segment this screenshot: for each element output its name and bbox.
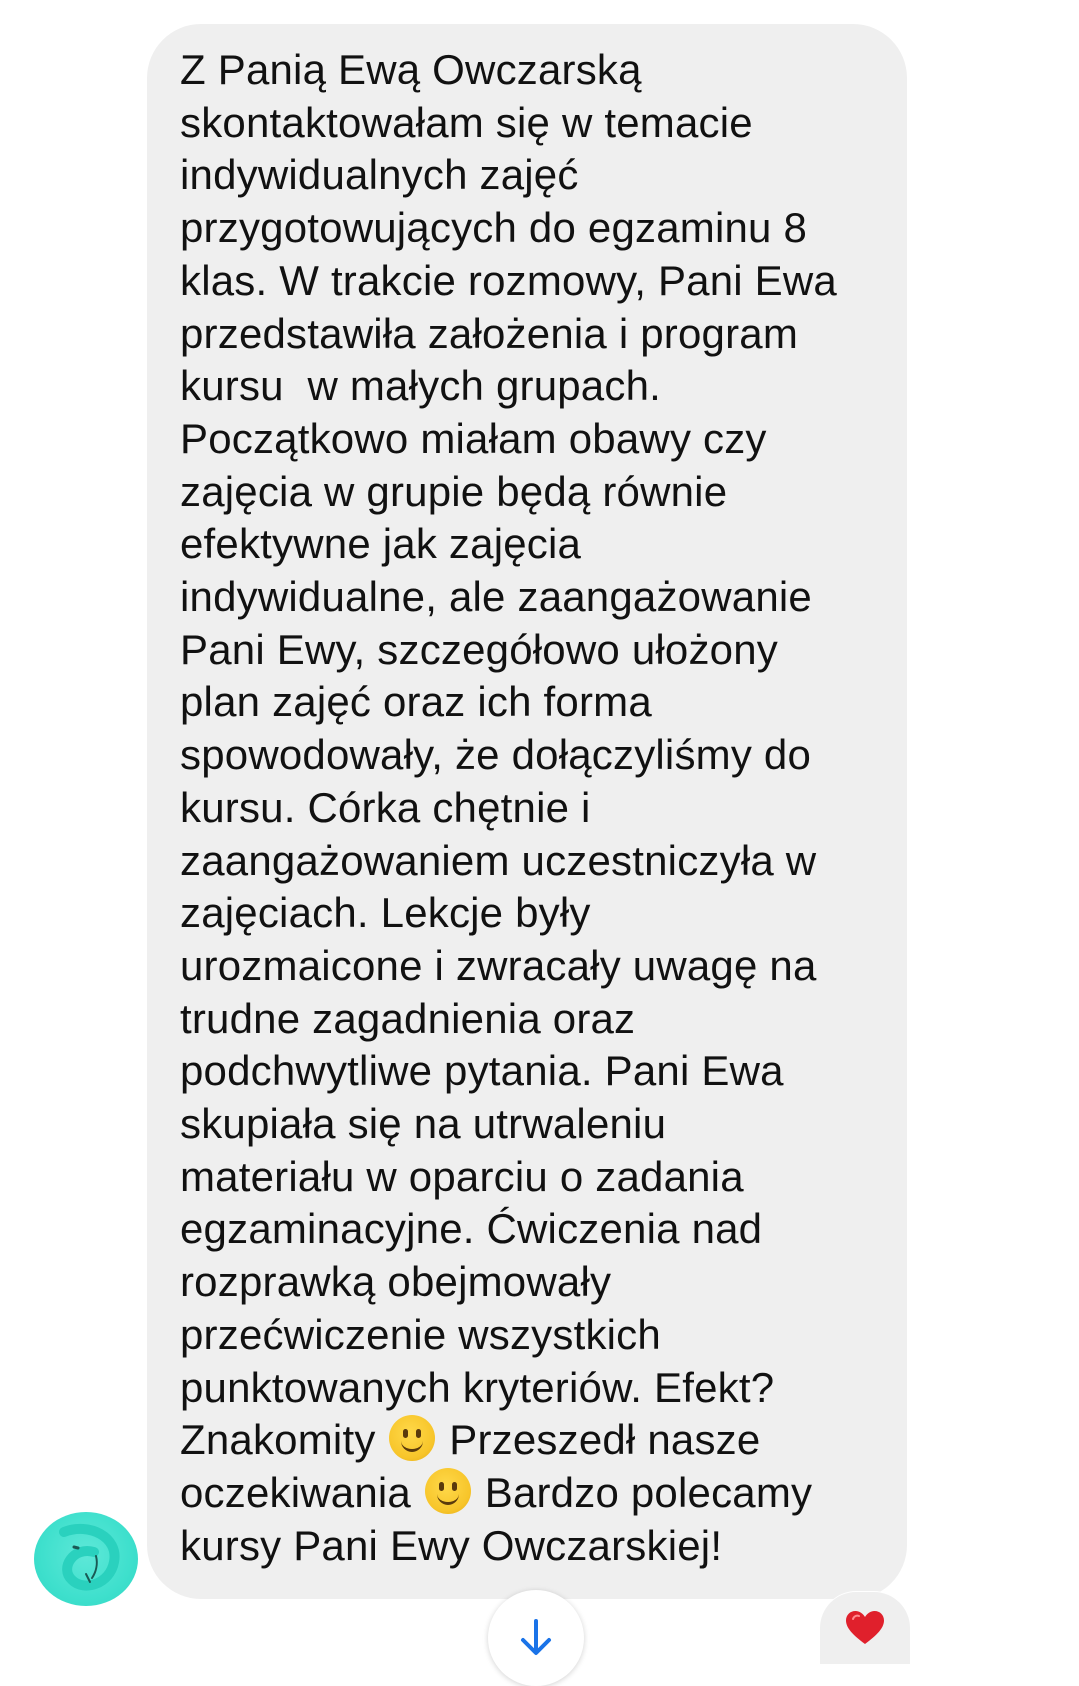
heart-icon (845, 1610, 885, 1646)
message-line (180, 1467, 890, 1520)
sender-avatar[interactable] (34, 1512, 138, 1606)
arrow-down-icon (518, 1618, 554, 1658)
message-line: kursy Pani Ewy Owczarskiej! (180, 1521, 723, 1569)
reaction-badge[interactable] (820, 1592, 910, 1664)
message-line: trudne zagadnienia oraz (180, 994, 636, 1042)
message-line: rozprawką obejmowały (180, 1258, 612, 1306)
message-line: podchwytliwe pytania. Pani Ewa (180, 1047, 784, 1095)
message-line: efektywne jak zajęcia (180, 520, 582, 568)
message-segment: Przeszedł nasze (437, 1416, 761, 1464)
message-segment: Bardzo polecamy (472, 1468, 813, 1516)
message-line: Początkowo miałam obawy czy (180, 414, 767, 462)
message-line: skontaktowałam się w temacie (180, 98, 753, 146)
message-line: urozmaicone i zwracały uwagę na (180, 941, 817, 989)
smiley-emoji-icon (389, 1415, 435, 1461)
message-line: indywidualnych zajęć (180, 151, 579, 199)
message-line: plan zajęć oraz ich forma (180, 678, 652, 726)
message-line: Pani Ewy, szczegółowo ułożony (180, 625, 778, 673)
message-line: zaangażowaniem uczestniczyła w (180, 836, 817, 884)
scroll-down-button[interactable] (488, 1590, 584, 1686)
message-line: skupiała się na utrwaleniu (180, 1100, 667, 1148)
message-line: przećwiczenie wszystkich (180, 1310, 661, 1358)
message-segment: oczekiwania (180, 1468, 423, 1516)
message-line: zajęcia w grupie będą równie (180, 467, 728, 515)
message-line: przedstawiła założenia i program (180, 309, 799, 357)
message-line (180, 1414, 890, 1467)
message-line: klas. W trakcie rozmowy, Pani Ewa (180, 256, 837, 304)
message-line: egzaminacyjne. Ćwiczenia nad (180, 1205, 763, 1253)
message-line: materiału w oparciu o zadania (180, 1152, 744, 1200)
message-line: kursu w małych grupach. (180, 362, 661, 410)
message-line: indywidualne, ale zaangażowanie (180, 573, 812, 621)
message-segment: Znakomity (180, 1416, 388, 1464)
message-line: Z Panią Ewą Owczarską (180, 46, 642, 93)
message-line: spowodowały, że dołączyliśmy do (180, 731, 812, 779)
message-line: przygotowujących do egzaminu 8 (180, 204, 808, 252)
message-line: punktowanych kryteriów. Efekt? (180, 1363, 775, 1411)
smiley-emoji-icon (425, 1468, 471, 1514)
message-line: zajęciach. Lekcje były (180, 889, 591, 937)
message-text (180, 44, 890, 1572)
message-line: kursu. Córka chętnie i (180, 783, 591, 831)
scribble-overlay-icon (34, 1512, 138, 1606)
